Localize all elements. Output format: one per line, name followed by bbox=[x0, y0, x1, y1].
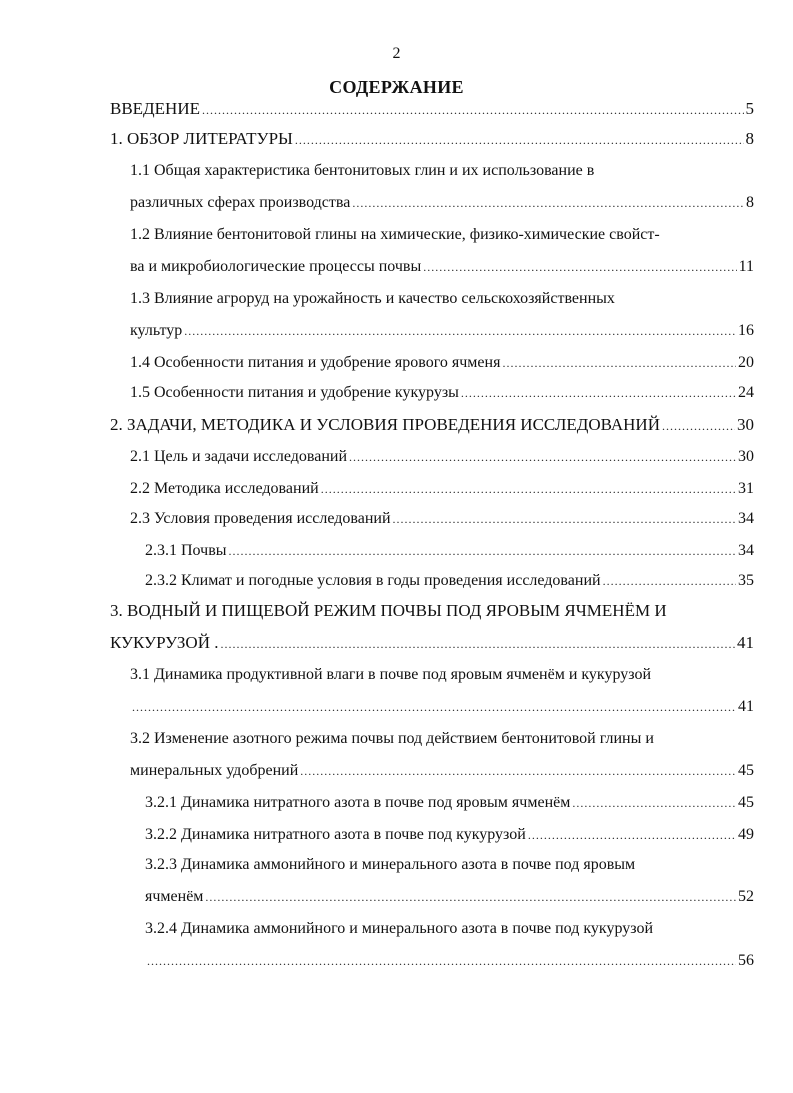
toc-entry-title: 3.2.1 Динамика нитратного азота в почве под яровым ячменём bbox=[145, 794, 571, 811]
toc-entry-1-5[interactable] bbox=[130, 382, 754, 404]
toc-entry-page: 34 bbox=[738, 542, 754, 559]
toc-entry-1-1[interactable] bbox=[130, 160, 754, 182]
toc-entry-chapter-3[interactable] bbox=[110, 600, 754, 622]
toc-entry-title: различных сферах производства bbox=[130, 194, 351, 211]
toc-entry-title: 3. ВОДНЫЙ И ПИЩЕВОЙ РЕЖИМ ПОЧВЫ ПОД ЯРОВЫМ ЯЧМЕНЁМ И bbox=[110, 601, 667, 620]
toc-entry-3-2-4-cont[interactable] bbox=[145, 950, 754, 972]
toc-entry-2-3[interactable] bbox=[130, 508, 754, 530]
toc-entry-title: ва и микробиологические процессы почвы bbox=[130, 258, 422, 275]
toc-leader-dots bbox=[184, 320, 736, 342]
toc-entry-3-1-cont[interactable] bbox=[130, 696, 754, 718]
toc-entry-page: 24 bbox=[738, 384, 754, 401]
toc-entry-title: 2.3.1 Почвы bbox=[145, 542, 227, 559]
page-title: СОДЕРЖАНИЕ bbox=[329, 77, 464, 97]
toc-entry-1-3-cont[interactable] bbox=[130, 320, 754, 342]
toc-entry-1-4[interactable] bbox=[130, 352, 754, 374]
toc-entry-page: 34 bbox=[738, 510, 754, 527]
toc-leader-dots bbox=[502, 352, 736, 374]
toc-entry-3-2-4[interactable] bbox=[145, 918, 754, 940]
toc-entry-3-2[interactable] bbox=[130, 728, 754, 750]
toc-leader-dots bbox=[662, 415, 735, 436]
toc-entry-page: 45 bbox=[738, 794, 754, 811]
toc-entry-title: 2.3 Условия проведения исследований bbox=[130, 510, 391, 527]
toc-entry-page: 41 bbox=[737, 633, 754, 652]
toc-entry-title: 1.3 Влияние агроруд на урожайность и качество сельскохозяйственных bbox=[130, 290, 615, 307]
toc-entry-chapter-1[interactable] bbox=[110, 128, 754, 150]
toc-entry-title: 1.1 Общая характеристика бентонитовых глин и их использование в bbox=[130, 162, 595, 179]
toc-entry-1-2[interactable] bbox=[130, 224, 754, 246]
toc-entry-title: 3.2.4 Динамика аммонийного и минерального азота в почве под кукурузой bbox=[145, 920, 654, 937]
toc-entry-page: 11 bbox=[738, 258, 754, 275]
toc-leader-dots bbox=[300, 760, 736, 782]
toc-entry-page: 41 bbox=[738, 698, 754, 715]
toc-entry-title: ячменём bbox=[145, 888, 204, 905]
toc-entry-title: 2.2 Методика исследований bbox=[130, 480, 319, 497]
toc-leader-dots bbox=[295, 129, 744, 150]
toc-leader-dots bbox=[393, 508, 736, 530]
toc-entry-page: 49 bbox=[738, 826, 754, 843]
toc-leader-dots bbox=[132, 696, 736, 718]
toc-leader-dots bbox=[603, 570, 736, 592]
toc-entry-page: 16 bbox=[738, 322, 754, 339]
toc-leader-dots bbox=[352, 192, 744, 214]
toc-entry-page: 5 bbox=[745, 99, 754, 118]
toc-leader-dots bbox=[349, 446, 736, 468]
toc-entry-title: 1.5 Особенности питания и удобрение кукурузы bbox=[130, 384, 459, 401]
toc-entry-title: 2. ЗАДАЧИ, МЕТОДИКА И УСЛОВИЯ ПРОВЕДЕНИЯ ИССЛЕДОВАНИЙ bbox=[110, 415, 660, 434]
toc-leader-dots bbox=[461, 382, 736, 404]
toc-entry-page: 56 bbox=[738, 952, 754, 969]
toc-entry-title: 3.2 Изменение азотного режима почвы под действием бентонитовой глины и bbox=[130, 730, 654, 747]
toc-leader-dots bbox=[220, 633, 735, 654]
toc-entry-page: 8 bbox=[745, 129, 754, 148]
toc-entry-page: 8 bbox=[746, 194, 754, 211]
toc-entry-title: 3.1 Динамика продуктивной влаги в почве под яровым ячменём и кукурузой bbox=[130, 666, 652, 683]
toc-entry-title: 2.1 Цель и задачи исследований bbox=[130, 448, 348, 465]
toc-entry-3-2-2[interactable] bbox=[145, 824, 754, 846]
toc-entry-1-2-cont[interactable] bbox=[130, 256, 754, 278]
toc-entry-chapter-2[interactable] bbox=[110, 414, 754, 436]
toc-entry-title: 2.3.2 Климат и погодные условия в годы проведения исследований bbox=[145, 572, 601, 589]
toc-leader-dots bbox=[147, 950, 736, 972]
toc-entry-page: 35 bbox=[738, 572, 754, 589]
toc-leader-dots bbox=[202, 99, 744, 120]
toc-entry-1-1-cont[interactable] bbox=[130, 192, 754, 214]
toc-entry-title: КУКУРУЗОЙ . bbox=[110, 633, 219, 652]
toc-entry-page: 30 bbox=[737, 415, 754, 434]
toc-entry-2-1[interactable] bbox=[130, 446, 754, 468]
toc-entry-2-3-1[interactable] bbox=[145, 540, 754, 562]
toc-entry-1-3[interactable] bbox=[130, 288, 754, 310]
toc-leader-dots bbox=[423, 256, 736, 278]
toc-entry-3-1[interactable] bbox=[130, 664, 754, 686]
toc-leader-dots bbox=[321, 478, 736, 500]
toc-entry-title: 3.2.2 Динамика нитратного азота в почве под кукурузой bbox=[145, 826, 526, 843]
toc-entry-page: 45 bbox=[738, 762, 754, 779]
toc-entry-page: 30 bbox=[738, 448, 754, 465]
toc-leader-dots bbox=[572, 792, 736, 814]
toc-entry-title: ВВЕДЕНИЕ bbox=[110, 99, 200, 118]
page-number: 2 bbox=[392, 45, 401, 62]
toc-entry-title: 1.2 Влияние бентонитовой глины на химические, физико-химические свойст- bbox=[130, 226, 660, 243]
toc-entry-title: культур bbox=[130, 322, 183, 339]
toc-entry-title: 1. ОБЗОР ЛИТЕРАТУРЫ bbox=[110, 129, 293, 148]
toc-entry-3-2-3[interactable] bbox=[145, 854, 754, 876]
toc-entry-3-2-1[interactable] bbox=[145, 792, 754, 814]
toc-entry-title: 3.2.3 Динамика аммонийного и минерального азота в почве под яровым bbox=[145, 856, 636, 873]
toc-entry-introduction[interactable] bbox=[110, 98, 754, 120]
toc-entry-page: 20 bbox=[738, 354, 754, 371]
toc-leader-dots bbox=[229, 540, 737, 562]
toc-entry-title: минеральных удобрений bbox=[130, 762, 299, 779]
toc-entry-page: 52 bbox=[738, 888, 754, 905]
toc-entry-page: 31 bbox=[738, 480, 754, 497]
toc-entry-3-2-cont[interactable] bbox=[130, 760, 754, 782]
toc-entry-2-3-2[interactable] bbox=[145, 570, 754, 592]
toc-entry-2-2[interactable] bbox=[130, 478, 754, 500]
toc-entry-title: 1.4 Особенности питания и удобрение ярового ячменя bbox=[130, 354, 501, 371]
toc-entry-3-2-3-cont[interactable] bbox=[145, 886, 754, 908]
toc-entry-chapter-3-cont[interactable] bbox=[110, 632, 754, 654]
toc-leader-dots bbox=[528, 824, 736, 846]
toc-leader-dots bbox=[205, 886, 736, 908]
